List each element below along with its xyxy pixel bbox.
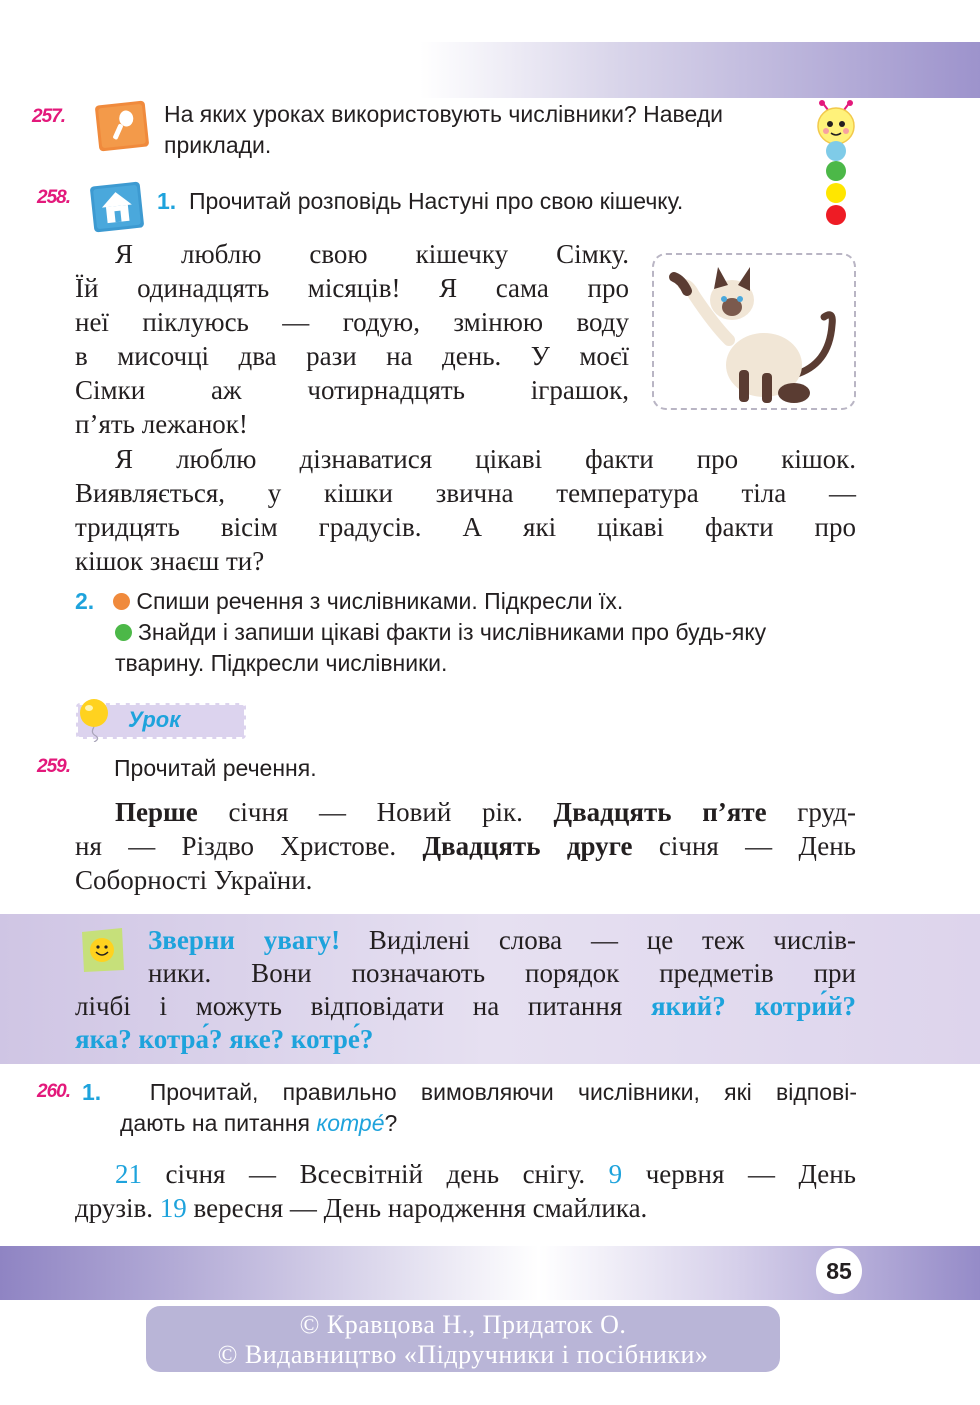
note-line-1 (75, 924, 856, 957)
sentence-line-2 (75, 829, 856, 863)
balloon-icon (78, 698, 110, 738)
task-260-line1: Прочитай, правильно вимовляючи числівники, які відпові- (149, 1079, 858, 1105)
date-text: червня — День (622, 1159, 856, 1189)
story-paragraph-1 (75, 237, 629, 441)
task-258-step1 (157, 186, 807, 217)
date-number: 9 (608, 1159, 623, 1189)
task-260-text-part: ? (384, 1110, 398, 1136)
sentence-text: січня — Новий рік. (197, 797, 554, 827)
copyright-plate (146, 1306, 780, 1372)
house-icon (90, 182, 145, 233)
note-questions: який? котри́й? (650, 991, 857, 1021)
step-number: 1. (157, 188, 177, 214)
sentence-line-1 (75, 795, 856, 829)
note-text-part: Виділені слова — це теж числів- (340, 925, 856, 955)
task-number-259: 259. (37, 756, 70, 777)
note-lead: Зверни увагу! (148, 925, 341, 955)
sentence-text: груд- (766, 797, 856, 827)
task-259-instruction: Прочитай речення. (114, 755, 317, 781)
story-line: п’ять лежанок! (75, 409, 248, 439)
task-number-260: 260. (37, 1081, 70, 1102)
story-line: кішок знаєш ти? (75, 546, 265, 576)
copyright-authors: © Кравцова Н., Придаток О. (299, 1310, 627, 1339)
copyright-publisher: © Видавництво «Підручники і посібники» (217, 1340, 709, 1369)
task-258-step1-text: Прочитай розповідь Настуні про свою кішечку. (188, 188, 684, 214)
sentence-text: січня — День (632, 831, 856, 861)
note-line-4 (75, 1023, 856, 1056)
date-line-1 (75, 1157, 856, 1191)
date-text: січня — Всесвітній день снігу. (142, 1159, 609, 1189)
task-260-line2 (82, 1108, 857, 1139)
story-line: Я люблю дізнаватися цікаві факти про кішок. (115, 444, 856, 474)
step2-option-a: Спиши речення з числівниками. Підкресли їх. (136, 588, 624, 614)
step2-option-b-line1: Знайди і запиши цікаві факти із числівниками про будь-яку (138, 619, 767, 645)
header-band (420, 42, 980, 98)
caterpillar-icon (814, 100, 864, 230)
task-259-sentences (75, 795, 856, 897)
date-text: вересня — День народження смайлика. (186, 1193, 648, 1223)
date-line-2 (75, 1191, 856, 1225)
task-260-step1 (82, 1077, 857, 1139)
sentence-line-3: Соборності України. (75, 865, 313, 895)
story-line: в мисочці два рази на день. У моєї (75, 341, 629, 371)
lesson-label: Урок (128, 707, 181, 732)
ordinal-word: Двадцять п’яте (553, 797, 767, 827)
microphone-icon (95, 101, 150, 152)
sentence-text: ня — Різдво Христове. (75, 831, 423, 861)
note-line-3 (75, 990, 856, 1023)
note-line-2: ники. Вони позначають порядок предметів при (148, 958, 856, 988)
story-line: неї піклуюсь — годую, змінюю воду (75, 307, 629, 337)
step2-option-b-line2: тварину. Підкресли числівники. (115, 650, 448, 676)
date-text: друзів. (75, 1193, 160, 1223)
date-number: 19 (159, 1193, 187, 1223)
story-line: Сімки аж чотирнадцять іграшок, (75, 375, 629, 405)
cat-illustration (652, 253, 856, 410)
task-257-text (164, 99, 804, 161)
task-260-sentences (75, 1157, 856, 1225)
story-line: Я люблю свою кішечку Сімку. (115, 239, 629, 269)
task-257-line2: приклади. (164, 132, 272, 158)
story-paragraph-2 (75, 442, 856, 578)
story-line: Їй одинадцять місяців! Я сама про (75, 273, 629, 303)
note-text-part: лічбі і можуть відповідати на питання (75, 991, 651, 1021)
date-number: 21 (115, 1159, 142, 1189)
story-line: Виявляється, у кішки звична температура тіла — (75, 478, 856, 508)
ordinal-word: Перше (115, 797, 198, 827)
page-number: 85 (816, 1248, 862, 1294)
step-number: 2. (75, 588, 95, 614)
task-number-257: 257. (32, 106, 65, 127)
task-260-text-part: дають на питання (120, 1110, 317, 1136)
task-257-line1: На яких уроках використовують числівники? Наведи (164, 101, 724, 127)
step-number: 1. (82, 1079, 102, 1105)
note-text (75, 924, 856, 1056)
note-questions: яка? котра́? яке? котре́? (75, 1024, 374, 1054)
orange-level-dot-icon (113, 593, 130, 610)
green-level-dot-icon (115, 624, 132, 641)
task-number-258: 258. (37, 187, 70, 208)
story-line: тридцять вісім градусів. А які цікаві факти про (75, 512, 856, 542)
ordinal-word: Двадцять друге (422, 831, 633, 861)
question-word: котре́ (316, 1110, 385, 1136)
task-258-step2 (75, 586, 865, 679)
